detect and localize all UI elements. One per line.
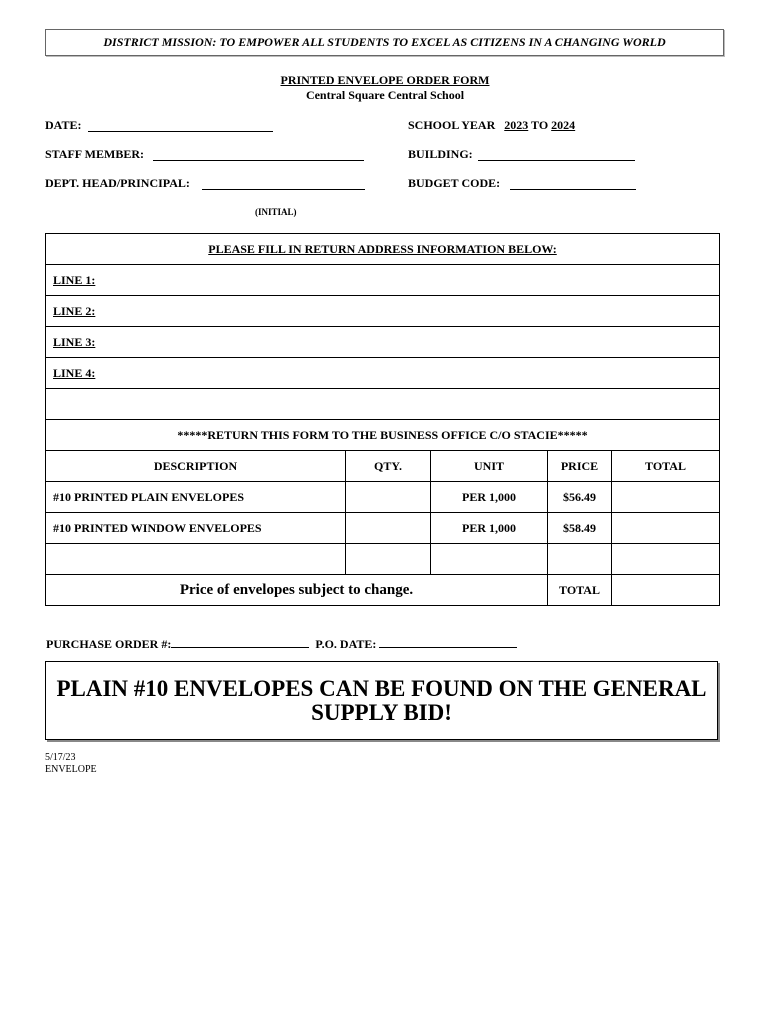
table-row-empty [46, 544, 720, 575]
table-header-row [46, 451, 720, 482]
address-line-4-row[interactable] [46, 358, 720, 389]
budget-code-label: BUDGET CODE: [408, 176, 501, 190]
row-price: $58.49 [548, 513, 612, 544]
staff-member-field[interactable] [153, 160, 364, 161]
table-row [46, 513, 720, 544]
building-label: BUILDING: [408, 147, 473, 161]
address-line-2[interactable]: LINE 2: [46, 296, 720, 327]
row-price: $56.49 [548, 482, 612, 513]
address-line-4[interactable]: LINE 4: [46, 358, 720, 389]
blank-row [46, 389, 720, 420]
address-header-row [46, 234, 720, 265]
footer-date: 5/17/23 [45, 752, 76, 763]
row-unit: PER 1,000 [431, 513, 548, 544]
total-label: TOTAL [548, 575, 612, 606]
purchase-order-line [46, 637, 517, 652]
row-qty-input[interactable] [346, 482, 431, 513]
dept-head-field[interactable] [202, 189, 365, 190]
row-qty-input[interactable] [346, 513, 431, 544]
total-row [46, 575, 720, 606]
general-supply-notice [45, 661, 718, 740]
header-price: PRICE [548, 451, 612, 482]
header-qty: QTY. [346, 451, 431, 482]
budget-code-field[interactable] [510, 189, 636, 190]
dept-head-label: DEPT. HEAD/PRINCIPAL: [45, 176, 190, 190]
po-number-label: PURCHASE ORDER #: [46, 637, 172, 651]
header-description: DESCRIPTION [46, 451, 346, 482]
address-line-3[interactable]: LINE 3: [46, 327, 720, 358]
address-line-1-row[interactable] [46, 265, 720, 296]
building-field[interactable] [478, 160, 635, 161]
order-table [45, 233, 720, 606]
address-line-2-row[interactable] [46, 296, 720, 327]
po-date-field[interactable] [379, 637, 517, 648]
school-year-label: SCHOOL YEAR [408, 118, 496, 132]
address-line-3-row[interactable] [46, 327, 720, 358]
po-number-field[interactable] [171, 637, 309, 648]
address-header: PLEASE FILL IN RETURN ADDRESS INFORMATION BELOW: [46, 234, 720, 265]
row-description: #10 PRINTED WINDOW ENVELOPES [46, 513, 346, 544]
empty-total[interactable] [612, 544, 720, 575]
row-unit: PER 1,000 [431, 482, 548, 513]
empty-unit[interactable] [431, 544, 548, 575]
initial-label: (INITIAL) [255, 207, 297, 217]
mission-text: DISTRICT MISSION: TO EMPOWER ALL STUDENTS TO EXCEL AS CITIZENS IN A CHANGING WORLD [103, 35, 666, 49]
school-name: Central Square Central School [305, 88, 465, 102]
return-note-row [46, 420, 720, 451]
return-note: *****RETURN THIS FORM TO THE BUSINESS OFFICE C/O STACIE***** [46, 420, 720, 451]
row-total-input[interactable] [612, 513, 720, 544]
school-year-to: TO [531, 118, 549, 132]
school-year-end: 2024 [551, 118, 576, 132]
row-description: #10 PRINTED PLAIN ENVELOPES [46, 482, 346, 513]
school-year [408, 118, 575, 133]
district-mission-banner [45, 29, 724, 56]
staff-member-label: STAFF MEMBER: [45, 147, 144, 161]
empty-price[interactable] [548, 544, 612, 575]
po-date-label: P.O. DATE: [315, 637, 377, 651]
date-label: DATE: [45, 118, 82, 132]
grand-total-field[interactable] [612, 575, 720, 606]
header-unit: UNIT [431, 451, 548, 482]
footer-code: ENVELOPE [45, 764, 97, 775]
form-title: PRINTED ENVELOPE ORDER FORM [280, 73, 490, 87]
school-year-start: 2023 [504, 118, 529, 132]
row-total-input[interactable] [612, 482, 720, 513]
table-row [46, 482, 720, 513]
header-total: TOTAL [612, 451, 720, 482]
blank-cell [46, 389, 720, 420]
empty-qty[interactable] [346, 544, 431, 575]
date-field[interactable] [88, 131, 273, 132]
address-line-1[interactable]: LINE 1: [46, 265, 720, 296]
empty-description[interactable] [46, 544, 346, 575]
price-note: Price of envelopes subject to change. [46, 575, 548, 606]
general-supply-text: PLAIN #10 ENVELOPES CAN BE FOUND ON THE GENERAL SUPPLY BID! [56, 675, 707, 725]
